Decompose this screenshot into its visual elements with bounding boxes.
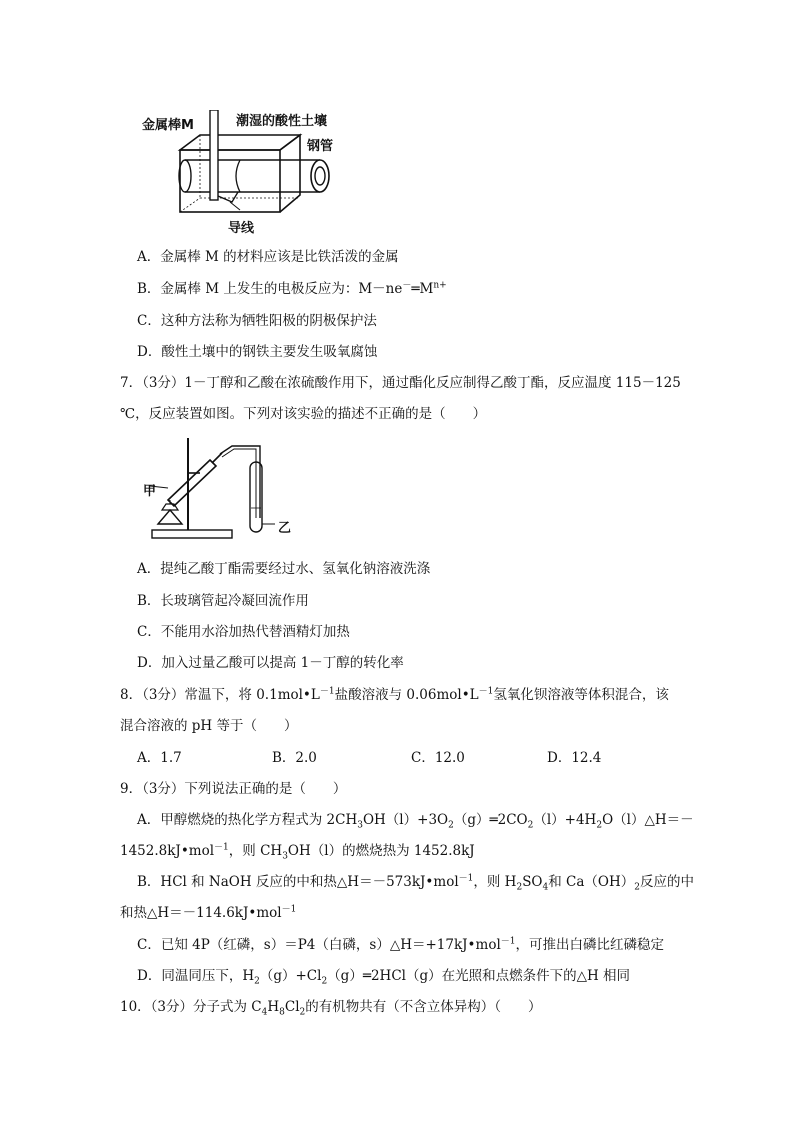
label-steel-pipe: 钢管 <box>307 139 334 154</box>
q9-b-sup: －1 <box>458 873 474 884</box>
q9-a-s2: 2 <box>448 820 454 831</box>
label-yi: 乙 <box>278 521 292 536</box>
q9-b-t4: 和 Ca（OH） <box>548 874 635 890</box>
q8-stem-line1 <box>120 686 669 704</box>
q9-a-s4: 2 <box>596 820 603 831</box>
q9-a2-sup: －1 <box>214 842 229 853</box>
q9-b-t3: SO <box>522 874 543 890</box>
q9-b-s2: 4 <box>542 882 549 893</box>
q6-b-sup-minus: － <box>402 280 412 291</box>
q10-t1: 10．（3分）分子式为 C <box>120 999 262 1015</box>
q10-s1: 4 <box>261 1007 268 1018</box>
q10-t2: H <box>267 999 280 1015</box>
q10-stem <box>120 998 542 1016</box>
q9-option-a-line1 <box>137 811 694 829</box>
q8-choice-a: A．1.7 <box>137 750 182 766</box>
q8-choice-d: D．12.4 <box>547 750 602 766</box>
q9-d-t1: D．同温同压下，H <box>137 968 255 984</box>
q10-s2: 8 <box>279 1007 285 1018</box>
q9-b-t1: B．HCl 和 NaOH 反应的中和热△H＝－573kJ•mol <box>137 874 459 890</box>
q8-sup-2: －1 <box>478 686 494 697</box>
q10-s3: 2 <box>299 1007 306 1018</box>
q7-stem-line2: ℃，反应装置如图。下列对该实验的描述不正确的是（ ） <box>120 406 487 422</box>
q9-option-b-line2 <box>120 904 296 922</box>
q7-option-d: D．加入过量乙酸可以提高 1－丁醇的转化率 <box>137 655 404 671</box>
q6-option-d: D．酸性土壤中的钢铁主要发生吸氧腐蚀 <box>137 344 378 360</box>
q9-a-t3: （g）═2CO <box>453 812 528 828</box>
q9-a2-sub: 3 <box>282 851 288 862</box>
q9-b2-sup: －1 <box>281 904 297 915</box>
q8-text-b: 盐酸溶液与 0.06mol•L <box>334 687 479 703</box>
q9-b-t2: ，则 H <box>473 874 517 890</box>
q9-d-t3: （g）═2HCl（g）在光照和点燃条件下的△H 相同 <box>327 968 631 984</box>
q6-option-b-mid: ═M <box>411 281 434 297</box>
q8-stem-line2: 混合溶液的 pH 等于（ ） <box>120 718 298 734</box>
q9-stem: 9．（3分）下列说法正确的是（ ） <box>120 781 347 797</box>
q9-a2-t1: 1452.8kJ•mol <box>120 843 215 859</box>
q8-choice-c: C．12.0 <box>411 750 465 766</box>
q9-b-s1: 2 <box>516 882 523 893</box>
q9-a-s3: 2 <box>527 820 534 831</box>
q8-choice-b: B．2.0 <box>272 750 317 766</box>
q8-text-a: 8．（3分）常温下，将 0.1mol•L <box>120 687 320 703</box>
esterification-diagram <box>150 438 295 543</box>
q9-a2-t3: OH（l）的燃烧热为 1452.8kJ <box>287 843 475 859</box>
q9-a-t2: OH（l）+3O <box>362 812 449 828</box>
q10-t4: 的有机物共有（不含立体异构）（ ） <box>305 999 542 1015</box>
q6-option-c: C．这种方法称为牺牲阳极的阴极保护法 <box>137 313 377 329</box>
q9-c-t2: ，可推出白磷比红磷稳定 <box>515 937 665 953</box>
q9-c-t1: C．已知 4P（红磷，s）＝P4（白磷，s）△H＝+17kJ•mol <box>137 937 501 953</box>
q9-b-t5: 反应的中 <box>640 874 694 890</box>
label-jia: 甲 <box>143 484 157 499</box>
q9-b2-t1: 和热△H＝－114.6kJ•mol <box>120 905 282 921</box>
q6-option-a: A．金属棒 M 的材料应该是比铁活泼的金属 <box>137 249 399 265</box>
q9-a-t5: O（l）△H＝－ <box>602 812 694 828</box>
q8-text-c: 氢氧化钡溶液等体积混合，该 <box>493 687 669 703</box>
q7-option-c: C．不能用水浴加热代替酒精灯加热 <box>137 624 350 640</box>
q9-a-t4: （l）+4H <box>533 812 597 828</box>
q9-option-d <box>137 967 630 985</box>
label-acidic-soil: 潮湿的酸性土壤 <box>236 114 328 129</box>
q9-c-sup: －1 <box>500 936 516 947</box>
q9-option-a-line2 <box>120 842 475 860</box>
q10-t3: Cl <box>284 999 300 1015</box>
q7-option-a: A．提纯乙酸丁酯需要经过水、氢氧化钠溶液洗涤 <box>137 561 431 577</box>
label-metal-rod: 金属棒M <box>142 118 194 133</box>
q9-option-b-line1 <box>137 873 694 891</box>
q7-stem-line1: 7．（3分）1－丁醇和乙酸在浓硫酸作用下，通过酯化反应制得乙酸丁酯，反应温度 115－125 <box>120 375 681 391</box>
q9-a2-t2: ，则 CH <box>228 843 283 859</box>
q7-option-b: B．长玻璃管起冷凝回流作用 <box>137 593 309 609</box>
q9-b-s3: 2 <box>634 882 640 893</box>
q9-d-s2: 2 <box>321 976 328 987</box>
q9-d-s1: 2 <box>254 976 260 987</box>
q8-sup-1: －1 <box>319 686 335 697</box>
q6-option-b-text: B．金属棒 M 上发生的电极反应为：M－ne <box>137 281 403 297</box>
q6-b-sup-charge: n+ <box>433 280 447 291</box>
label-wire: 导线 <box>228 221 255 236</box>
q9-d-t2: （g）+Cl <box>259 968 322 984</box>
q6-option-b <box>137 280 447 298</box>
q9-a-s1: 3 <box>357 820 363 831</box>
q9-option-c <box>137 936 664 954</box>
q9-a-t1: A．甲醇燃烧的热化学方程式为 2CH <box>137 812 358 828</box>
